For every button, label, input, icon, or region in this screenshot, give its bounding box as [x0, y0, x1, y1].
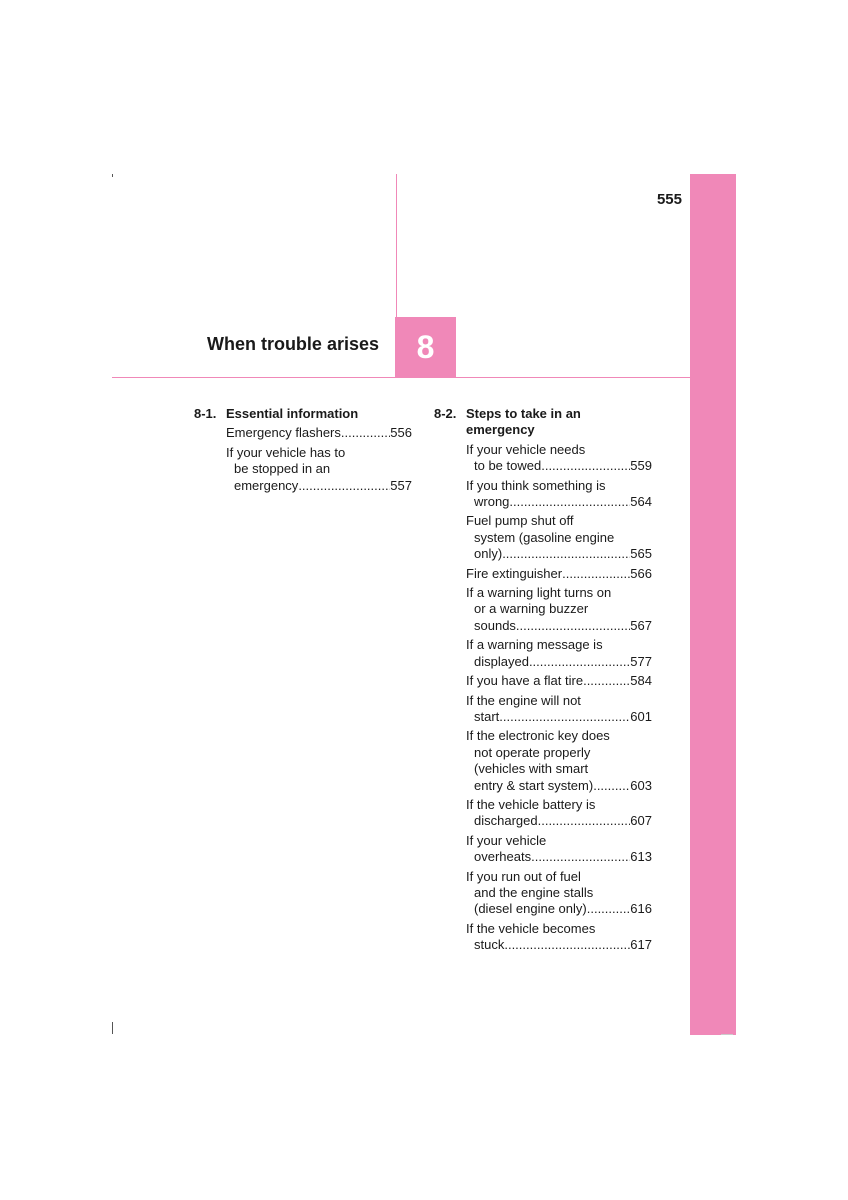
toc-page-number: 577	[630, 653, 652, 669]
toc-page-number: 559	[630, 458, 652, 474]
toc-entry[interactable]	[466, 921, 652, 954]
section-heading	[194, 406, 412, 422]
section-title: Essential information	[226, 406, 359, 421]
toc-entry-text: start	[474, 708, 500, 724]
toc-entry-text: If your vehicle	[466, 832, 547, 848]
toc-entry[interactable]	[466, 728, 652, 794]
toc-entry-text: sounds	[474, 617, 516, 633]
toc-entry-line	[466, 813, 652, 829]
toc-page-number: 601	[630, 708, 652, 724]
toc-page-number: 556	[390, 425, 412, 441]
vertical-rule	[396, 174, 397, 317]
toc-entry-text: or a warning buzzer	[474, 601, 589, 617]
toc-entry-line	[466, 901, 652, 917]
toc-entry[interactable]	[226, 425, 412, 441]
toc-entry-text: displayed	[474, 653, 529, 669]
toc-entry-text: overheats	[474, 849, 532, 865]
dot-leader	[298, 478, 390, 494]
toc-entry-text: emergency	[234, 477, 299, 493]
toc-entry[interactable]	[466, 637, 652, 670]
toc-entry-text: If the vehicle becomes	[466, 920, 596, 936]
toc-page-number: 566	[630, 565, 652, 581]
toc-entry-line	[466, 778, 652, 794]
toc-entry[interactable]	[226, 445, 412, 494]
dot-leader	[509, 494, 630, 510]
toc-entry-text: stuck	[474, 937, 505, 953]
toc-entry-text: entry & start system)	[474, 777, 594, 793]
dot-leader	[593, 778, 630, 794]
toc-entry-text: If your vehicle needs	[466, 441, 586, 457]
toc-entry-text: If the electronic key does	[466, 728, 610, 744]
toc-entry-line	[466, 546, 652, 562]
toc-entry-text: If the engine will not	[466, 692, 581, 708]
toc-page-number: 564	[630, 494, 652, 510]
dot-leader	[531, 849, 630, 865]
toc-entry-text: If a warning message is	[466, 637, 603, 653]
dot-leader	[499, 709, 630, 725]
toc-entry-text: only)	[474, 546, 503, 562]
toc-entry-text: (vehicles with smart	[474, 761, 589, 777]
dot-leader	[587, 901, 631, 917]
dot-leader	[538, 813, 631, 829]
dot-leader	[583, 673, 630, 689]
toc-entry[interactable]	[466, 566, 652, 582]
toc-entry[interactable]	[466, 797, 652, 830]
toc-entry[interactable]	[466, 442, 652, 475]
toc-entry-line	[466, 654, 652, 670]
toc-page-number: 567	[630, 617, 652, 633]
toc-entry-text: not operate properly	[474, 744, 591, 760]
crop-mark-bottom-right	[721, 1034, 733, 1035]
toc-entry-text: be stopped in an	[234, 461, 331, 477]
toc-entry-text: If your vehicle has to	[226, 444, 346, 460]
toc-entry[interactable]	[466, 869, 652, 918]
dot-leader	[562, 566, 630, 582]
toc-entry-list	[226, 425, 412, 494]
toc-page-number: 603	[630, 777, 652, 793]
toc-page-number: 565	[630, 546, 652, 562]
toc-entry-text: system (gasoline engine	[474, 529, 615, 545]
section-number: 8-1.	[194, 406, 217, 421]
dot-leader	[516, 618, 630, 634]
crop-mark-bottom-left	[112, 1022, 113, 1034]
dot-leader	[541, 458, 630, 474]
toc-section-8-1	[194, 406, 412, 497]
toc-entry-text: Fire extinguisher	[466, 565, 563, 581]
toc-page-number: 616	[630, 901, 652, 917]
toc-entry-text: If a warning light turns on	[466, 585, 612, 601]
toc-entry[interactable]	[466, 478, 652, 511]
toc-entry-line	[226, 425, 412, 441]
toc-entry-text: (diesel engine only)	[474, 901, 587, 917]
toc-entry-line	[466, 458, 652, 474]
toc-page-number: 584	[630, 673, 652, 689]
toc-entry-text: Fuel pump shut off	[466, 513, 574, 529]
chapter-number-box: 8	[395, 317, 456, 378]
toc-entry-text: wrong	[474, 494, 510, 510]
toc-entry[interactable]	[466, 673, 652, 689]
toc-entry-text: discharged	[474, 813, 538, 829]
toc-entry[interactable]	[466, 513, 652, 562]
toc-entry-text: to be towed	[474, 458, 542, 474]
section-heading	[434, 406, 652, 439]
chapter-title: When trouble arises	[206, 334, 379, 354]
toc-entry-line	[466, 494, 652, 510]
toc-entry-list	[466, 442, 652, 954]
toc-entry[interactable]	[466, 585, 652, 634]
toc-entry-text: If the vehicle battery is	[466, 796, 596, 812]
toc-entry-text: If you have a flat tire	[466, 673, 584, 689]
toc-page-number: 617	[630, 937, 652, 953]
page-number: 555	[656, 191, 682, 208]
toc-entry-line	[466, 618, 652, 634]
toc-entry-text: Emergency flashers	[226, 425, 341, 441]
toc-entry[interactable]	[466, 833, 652, 866]
toc-entry-line	[226, 478, 412, 494]
chapter-edge-tab	[690, 174, 736, 1035]
toc-page-number: 613	[630, 849, 652, 865]
toc-section-8-2	[434, 406, 652, 957]
dot-leader	[502, 546, 630, 562]
toc-page-number: 557	[390, 477, 412, 493]
toc-entry-line	[466, 673, 652, 689]
toc-entry-text: If you think something is	[466, 477, 606, 493]
toc-page-number: 607	[630, 813, 652, 829]
toc-entry-line	[466, 937, 652, 953]
toc-entry-text: If you run out of fuel	[466, 868, 581, 884]
toc-entry-line	[466, 566, 652, 582]
section-title: Steps to take in an emergency	[466, 406, 581, 438]
toc-entry[interactable]	[466, 693, 652, 726]
toc-entry-line	[466, 709, 652, 725]
toc-entry-line	[466, 849, 652, 865]
dot-leader	[529, 654, 630, 670]
toc-entry-text: and the engine stalls	[474, 884, 594, 900]
crop-mark-top-left	[112, 174, 113, 177]
dot-leader	[504, 937, 630, 953]
dot-leader	[341, 425, 390, 441]
section-number: 8-2.	[434, 406, 457, 421]
